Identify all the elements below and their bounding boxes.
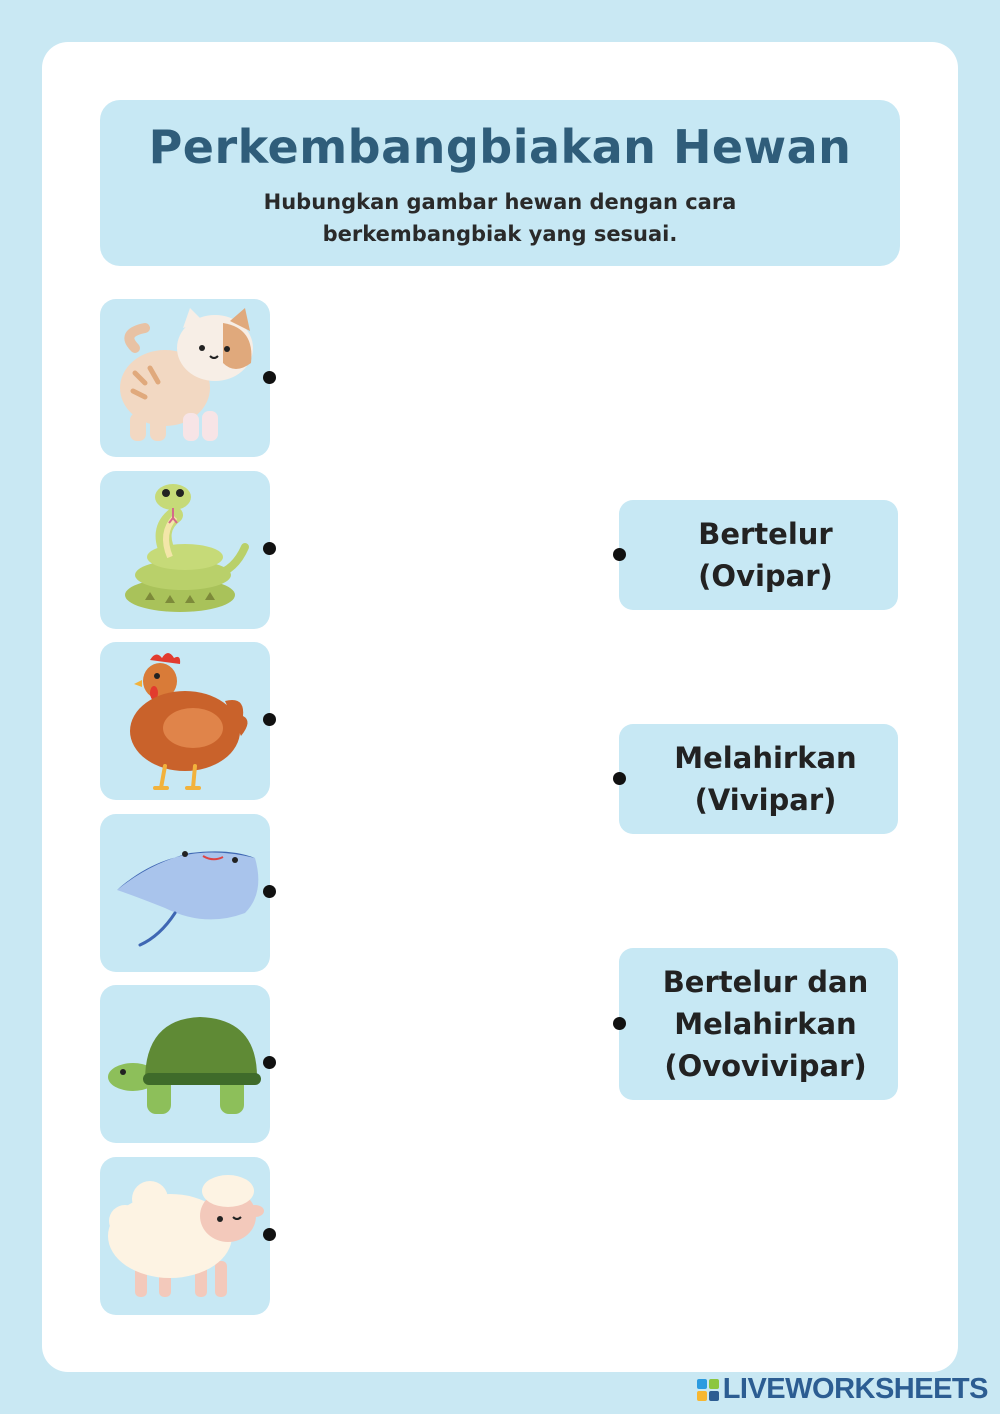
answer-label-ovipar: Bertelur (Ovipar)	[698, 517, 833, 593]
animal-dot-snake[interactable]	[263, 542, 276, 555]
animal-dot-chicken[interactable]	[263, 713, 276, 726]
stingray-icon	[105, 818, 265, 968]
chicken-icon	[105, 646, 265, 796]
instruction-text: Hubungkan gambar hewan dengan cara berkembangbiak yang sesuai.	[263, 190, 737, 246]
answer-dot-ovipar[interactable]	[613, 548, 626, 561]
animal-card-cat	[100, 299, 270, 457]
sheep-icon	[105, 1161, 265, 1311]
animal-dot-sheep[interactable]	[263, 1228, 276, 1241]
cat-icon	[105, 303, 265, 453]
answer-box-vivipar	[619, 724, 898, 834]
answer-box-ovipar	[619, 500, 898, 610]
header-panel	[100, 100, 900, 266]
liveworksheets-logo-icon	[697, 1379, 719, 1401]
animal-dot-stingray[interactable]	[263, 885, 276, 898]
brand-name[interactable]: LIVEWORKSHEETS	[722, 1373, 988, 1405]
answer-box-ovovivipar	[619, 948, 898, 1100]
page-title: Perkembangbiakan Hewan	[148, 120, 852, 174]
snake-icon	[105, 475, 265, 625]
animal-dot-cat[interactable]	[263, 371, 276, 384]
brand-footer	[697, 1373, 988, 1406]
turtle-icon	[105, 989, 265, 1139]
answer-label-ovovivipar: Bertelur dan Melahirkan (Ovovivipar)	[662, 965, 869, 1083]
animal-card-stingray	[100, 814, 270, 972]
animal-card-snake	[100, 471, 270, 629]
animal-card-sheep	[100, 1157, 270, 1315]
animal-card-chicken	[100, 642, 270, 800]
answer-dot-ovovivipar[interactable]	[613, 1017, 626, 1030]
answer-dot-vivipar[interactable]	[613, 772, 626, 785]
animal-card-turtle	[100, 985, 270, 1143]
animal-dot-turtle[interactable]	[263, 1056, 276, 1069]
answer-label-vivipar: Melahirkan (Vivipar)	[674, 741, 857, 817]
